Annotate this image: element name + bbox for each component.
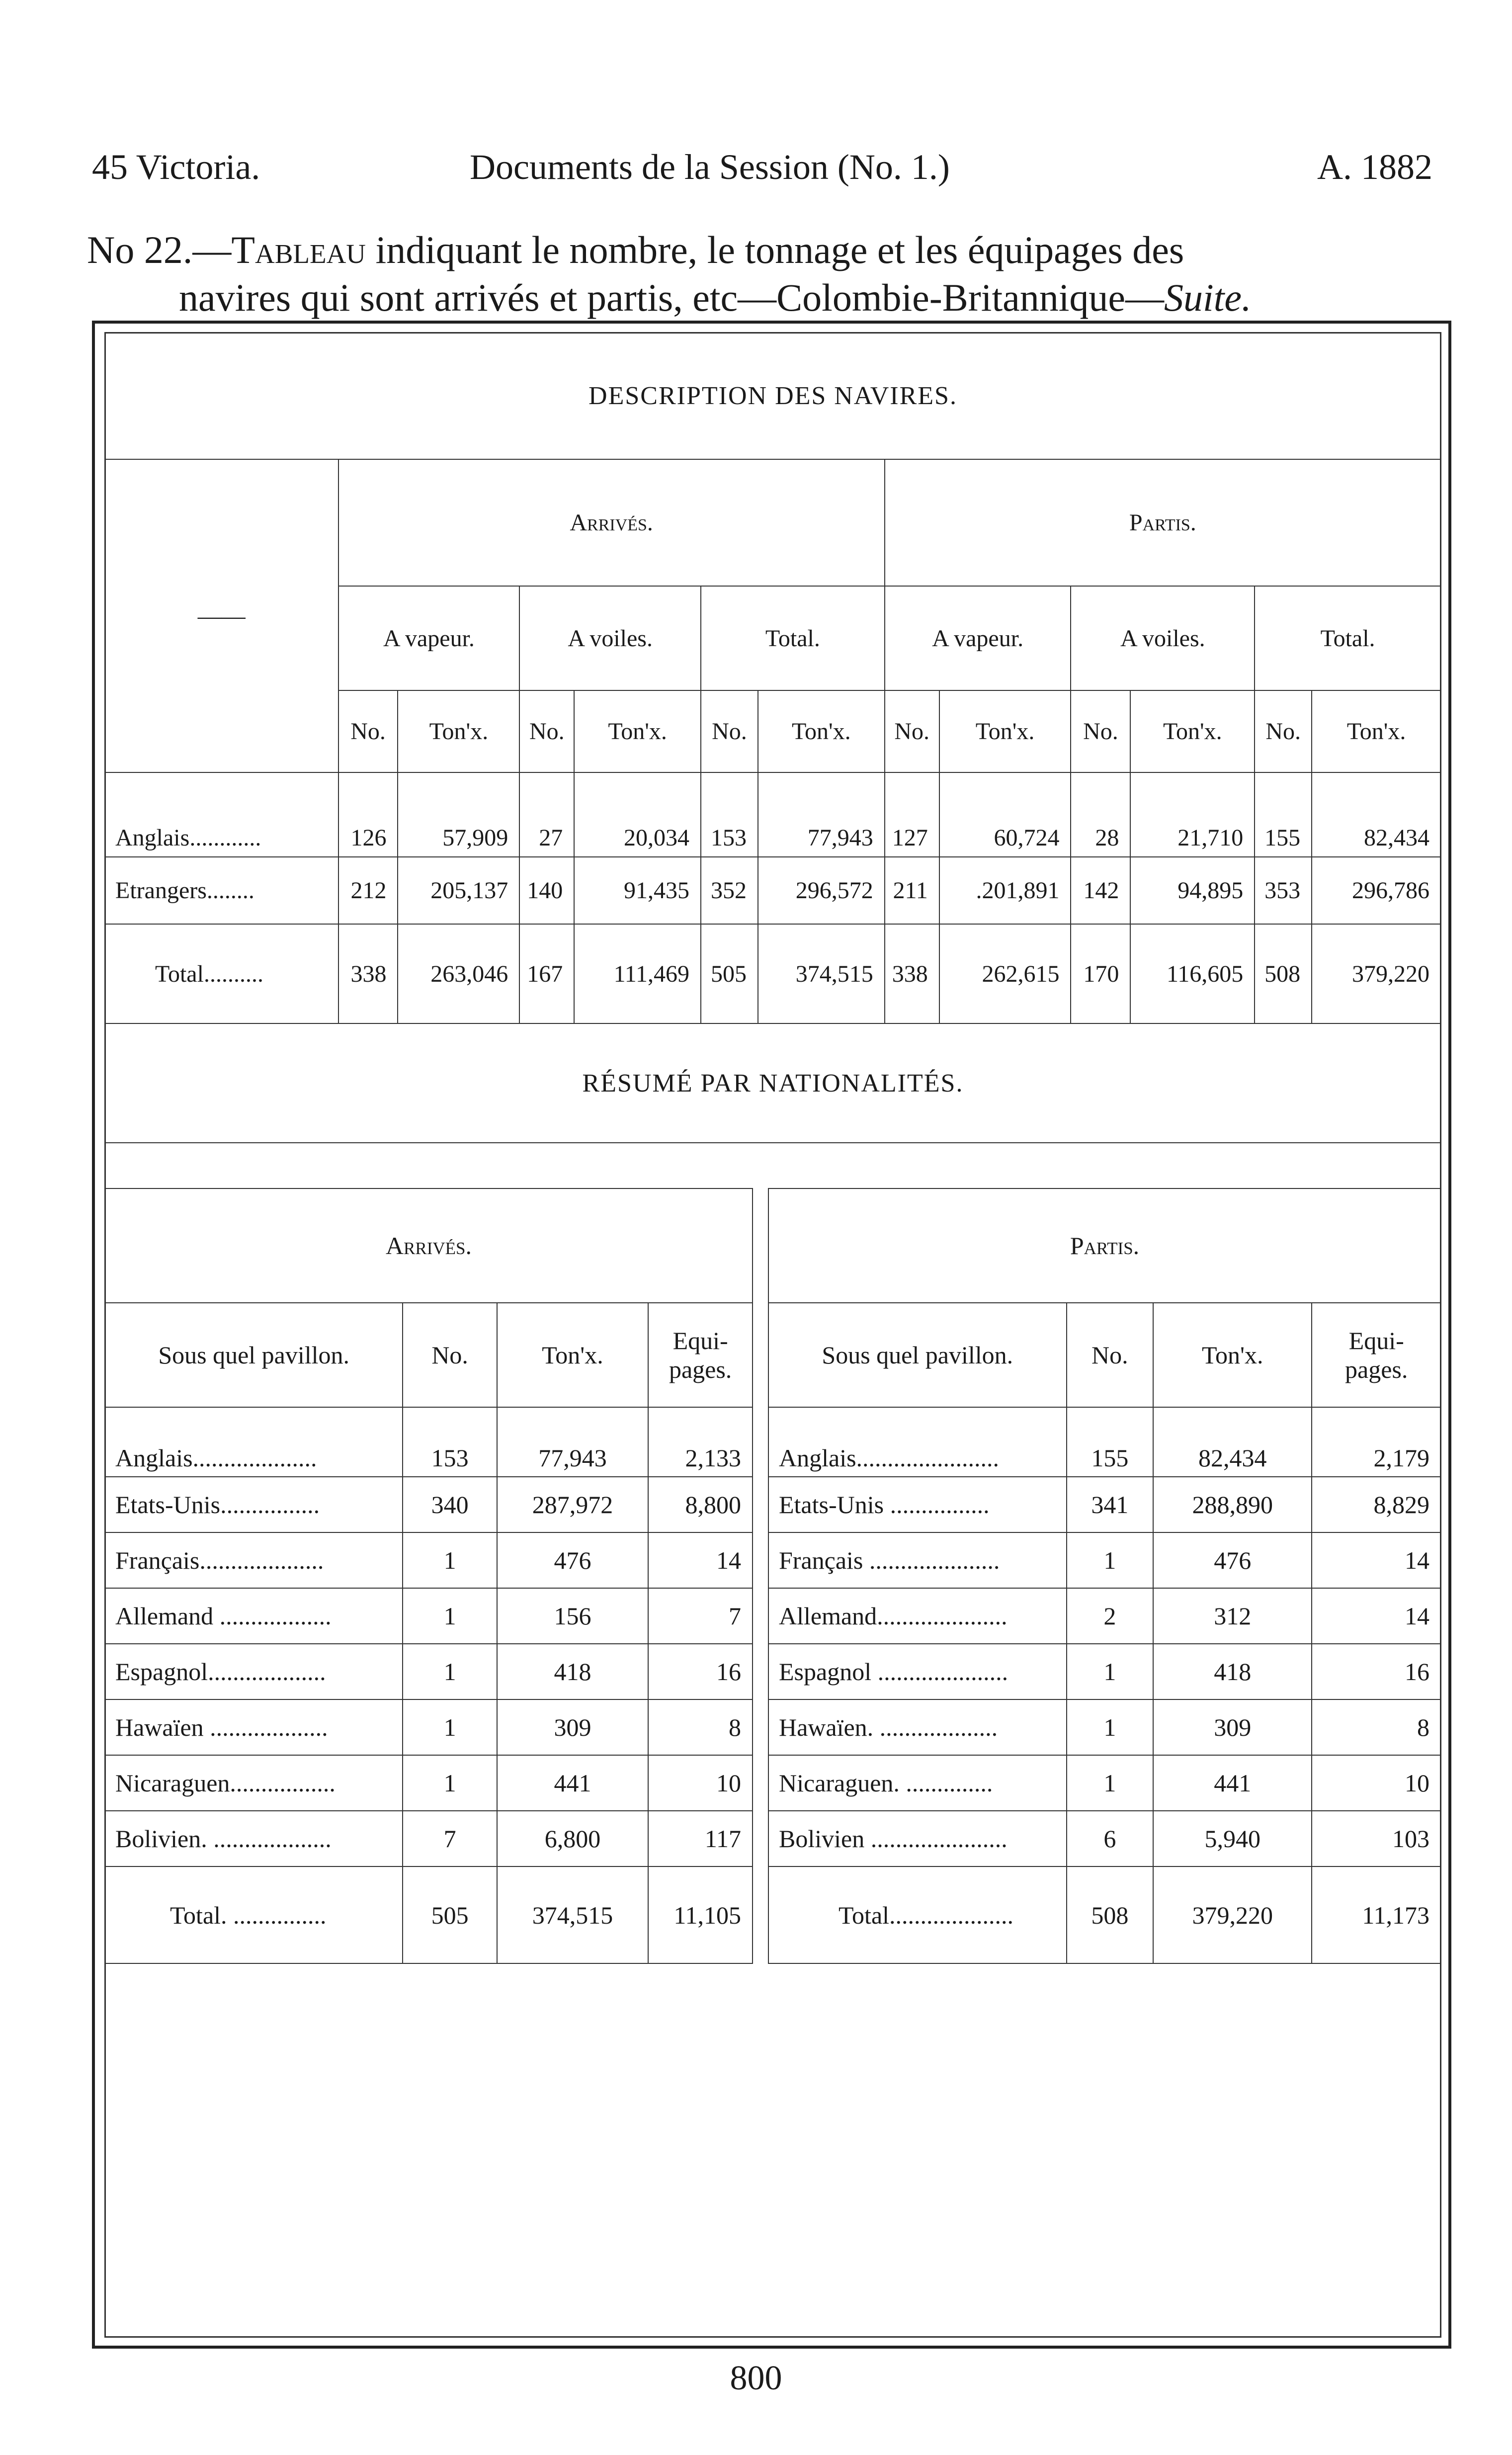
cell: 16: [1312, 1644, 1441, 1699]
group-arrives: Arrivés.: [338, 459, 885, 586]
cell: 14: [1312, 1532, 1441, 1588]
header-right: A. 1882: [1317, 147, 1432, 187]
col-equipages-2: pages.: [669, 1355, 732, 1383]
cell: 126: [338, 772, 398, 857]
cell: 142: [1071, 857, 1130, 924]
cell: 127: [885, 772, 939, 857]
cell: 2,133: [648, 1407, 753, 1477]
col-no: No.: [885, 690, 939, 772]
cell: 312: [1153, 1588, 1312, 1644]
cell: 153: [403, 1407, 497, 1477]
row-label: Allemand.....................: [768, 1588, 1067, 1644]
cell: 338: [338, 924, 398, 1023]
cell: 1: [403, 1755, 497, 1811]
sub-total-par: Total.: [1255, 586, 1441, 690]
sub-a-vapeur-arr: A vapeur.: [338, 586, 520, 690]
caption-suite: Suite.: [1164, 276, 1252, 319]
cell: 11,105: [648, 1866, 753, 1963]
row-label: Hawaïen ...................: [105, 1699, 403, 1755]
col-pavillon: Sous quel pavillon.: [768, 1303, 1067, 1407]
col-ton: Ton'x.: [497, 1303, 648, 1407]
col-pavillon: Sous quel pavillon.: [105, 1303, 403, 1407]
cell: 77,943: [497, 1407, 648, 1477]
cell: 2: [1067, 1588, 1154, 1644]
caption-label: Tableau: [231, 228, 366, 271]
col-no: No.: [701, 690, 758, 772]
sub-total-arr: Total.: [701, 586, 885, 690]
row-label: Total. ...............: [105, 1866, 403, 1963]
page-number: 800: [730, 2359, 782, 2397]
cell: 338: [885, 924, 939, 1023]
cell: 505: [403, 1866, 497, 1963]
row-label: Etats-Unis................: [105, 1477, 403, 1532]
description-title: DESCRIPTION DES NAVIRES.: [105, 333, 1441, 459]
cell: 505: [701, 924, 758, 1023]
cell: 170: [1071, 924, 1130, 1023]
row-label: Espagnol .....................: [768, 1644, 1067, 1699]
cell: 57,909: [398, 772, 519, 857]
col-ton: Ton'x.: [574, 690, 701, 772]
cell: 508: [1255, 924, 1312, 1023]
cell: 309: [497, 1699, 648, 1755]
cell: 21,710: [1130, 772, 1255, 857]
cell: 1: [403, 1644, 497, 1699]
cell: 14: [1312, 1588, 1441, 1644]
cell: 10: [1312, 1755, 1441, 1811]
cell: 77,943: [758, 772, 885, 857]
cell: 8,800: [648, 1477, 753, 1532]
cell: 262,615: [939, 924, 1071, 1023]
row-label: Anglais............: [105, 772, 338, 857]
cell: 1: [403, 1588, 497, 1644]
cell: 441: [1153, 1755, 1312, 1811]
cell: 156: [497, 1588, 648, 1644]
row-label: Espagnol...................: [105, 1644, 403, 1699]
row-label: Nicaraguen. ..............: [768, 1755, 1067, 1811]
cell: 27: [519, 772, 574, 857]
row-label: Français....................: [105, 1532, 403, 1588]
table-caption: [87, 226, 1252, 322]
col-equipages-2: pages.: [1345, 1355, 1408, 1383]
cell: 353: [1255, 857, 1312, 924]
cell: 5,940: [1153, 1811, 1312, 1866]
row-label: Total....................: [768, 1866, 1067, 1963]
row-label: Français .....................: [768, 1532, 1067, 1588]
col-no: No.: [1067, 1303, 1154, 1407]
col-equipages-1: Equi-: [672, 1327, 728, 1354]
row-label: Total..........: [105, 924, 338, 1023]
row-label: Anglais.......................: [768, 1407, 1067, 1477]
cell: 287,972: [497, 1477, 648, 1532]
sub-a-vapeur-par: A vapeur.: [885, 586, 1071, 690]
cell: 82,434: [1153, 1407, 1312, 1477]
cell: 103: [1312, 1811, 1441, 1866]
cell: .201,891: [939, 857, 1071, 924]
cell: 476: [1153, 1532, 1312, 1588]
cell: 11,173: [1312, 1866, 1441, 1963]
caption-number: No 22.—: [87, 228, 232, 271]
cell: 117: [648, 1811, 753, 1866]
cell: 167: [519, 924, 574, 1023]
cell: 418: [497, 1644, 648, 1699]
cell: 116,605: [1130, 924, 1255, 1023]
cell: 14: [648, 1532, 753, 1588]
cell: 379,220: [1153, 1866, 1312, 1963]
cell: 6: [1067, 1811, 1154, 1866]
cell: 28: [1071, 772, 1130, 857]
row-label: Bolivien. ...................: [105, 1811, 403, 1866]
col-ton: Ton'x.: [398, 690, 519, 772]
col-no: No.: [1071, 690, 1130, 772]
cell: 476: [497, 1532, 648, 1588]
cell: 418: [1153, 1644, 1312, 1699]
cell: 441: [497, 1755, 648, 1811]
cell: 7: [648, 1588, 753, 1644]
cell: 352: [701, 857, 758, 924]
header-left: 45 Victoria.: [92, 147, 260, 187]
col-equipages-1: Equi-: [1348, 1327, 1404, 1354]
col-no: No.: [403, 1303, 497, 1407]
cell: 6,800: [497, 1811, 648, 1866]
col-no: No.: [519, 690, 574, 772]
sub-a-voiles-par: A voiles.: [1071, 586, 1255, 690]
cell: 1: [1067, 1644, 1154, 1699]
cell: 341: [1067, 1477, 1154, 1532]
inner-frame: [104, 332, 1441, 2338]
cell: 374,515: [497, 1866, 648, 1963]
cell: 296,786: [1312, 857, 1441, 924]
cell: 2,179: [1312, 1407, 1441, 1477]
cell: 309: [1153, 1699, 1312, 1755]
cell: 7: [403, 1811, 497, 1866]
row-label: Allemand ..................: [105, 1588, 403, 1644]
stub-dash: ——: [105, 459, 338, 772]
cell: 91,435: [574, 857, 701, 924]
cell: 1: [403, 1699, 497, 1755]
cell: 1: [1067, 1755, 1154, 1811]
row-label: Nicaraguen.................: [105, 1755, 403, 1811]
cell: 8: [1312, 1699, 1441, 1755]
col-ton: Ton'x.: [1312, 690, 1441, 772]
resume-title: RÉSUMÉ PAR NATIONALITÉS.: [105, 1023, 1441, 1143]
caption-line1: indiquant le nombre, le tonnage et les équipages des: [366, 228, 1184, 271]
resume-partis-title: Partis.: [768, 1188, 1441, 1303]
group-partis: Partis.: [885, 459, 1441, 586]
cell: 8: [648, 1699, 753, 1755]
col-no: No.: [1255, 690, 1312, 772]
cell: 155: [1255, 772, 1312, 857]
cell: 508: [1067, 1866, 1154, 1963]
row-label: Hawaïen. ...................: [768, 1699, 1067, 1755]
cell: 60,724: [939, 772, 1071, 857]
cell: 155: [1067, 1407, 1154, 1477]
cell: 212: [338, 857, 398, 924]
cell: 374,515: [758, 924, 885, 1023]
resume-arrives-title: Arrivés.: [105, 1188, 753, 1303]
cell: 140: [519, 857, 574, 924]
cell: 20,034: [574, 772, 701, 857]
col-ton: Ton'x.: [939, 690, 1071, 772]
cell: 94,895: [1130, 857, 1255, 924]
cell: 340: [403, 1477, 497, 1532]
cell: 10: [648, 1755, 753, 1811]
header-center: Documents de la Session (No. 1.): [470, 147, 950, 187]
col-ton: Ton'x.: [758, 690, 885, 772]
cell: 153: [701, 772, 758, 857]
cell: 1: [1067, 1699, 1154, 1755]
row-label: Etrangers........: [105, 857, 338, 924]
col-no: No.: [338, 690, 398, 772]
cell: 111,469: [574, 924, 701, 1023]
cell: 16: [648, 1644, 753, 1699]
row-label: Etats-Unis ................: [768, 1477, 1067, 1532]
cell: 288,890: [1153, 1477, 1312, 1532]
cell: 263,046: [398, 924, 519, 1023]
col-ton: Ton'x.: [1130, 690, 1255, 772]
cell: 379,220: [1312, 924, 1441, 1023]
cell: 296,572: [758, 857, 885, 924]
sub-a-voiles-arr: A voiles.: [519, 586, 701, 690]
cell: 1: [403, 1532, 497, 1588]
cell: 82,434: [1312, 772, 1441, 857]
caption-line2: navires qui sont arrivés et partis, etc—Colombie-Britannique—: [179, 276, 1165, 319]
cell: 1: [1067, 1532, 1154, 1588]
col-ton: Ton'x.: [1153, 1303, 1312, 1407]
cell: 211: [885, 857, 939, 924]
cell: 8,829: [1312, 1477, 1441, 1532]
row-label: Anglais....................: [105, 1407, 403, 1477]
cell: 205,137: [398, 857, 519, 924]
row-label: Bolivien ......................: [768, 1811, 1067, 1866]
